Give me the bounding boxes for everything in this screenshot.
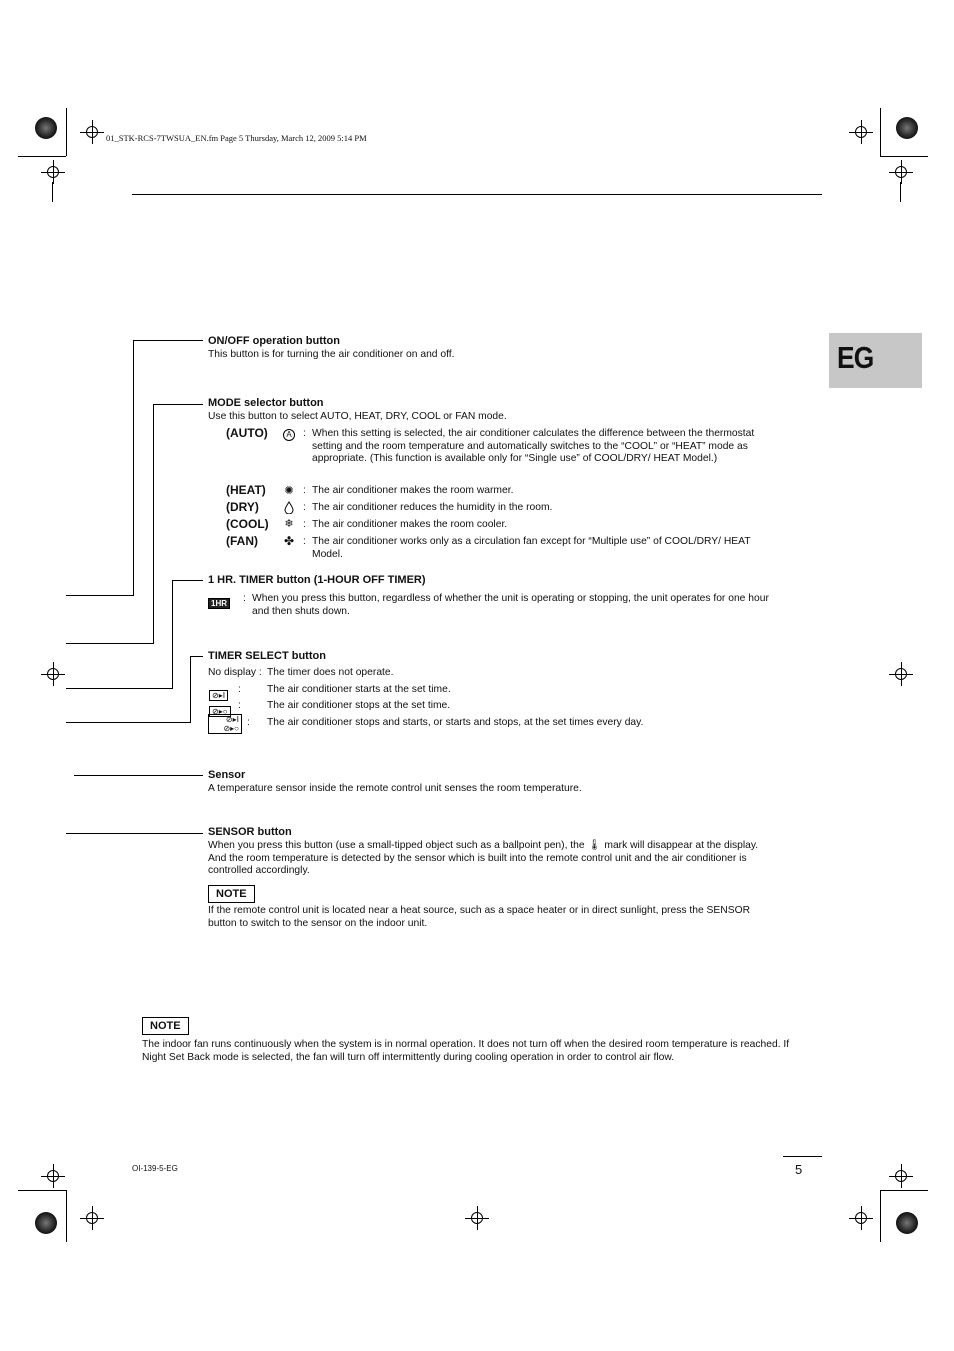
leader-line-timer-select xyxy=(66,722,191,723)
snowflake-icon: ❄ xyxy=(284,518,294,530)
registration-cross-icon xyxy=(855,126,867,138)
registration-cross-icon xyxy=(47,668,59,680)
crop-mark-line xyxy=(880,1190,928,1191)
crop-mark-line xyxy=(18,1190,66,1191)
registration-cross-icon xyxy=(471,1212,483,1224)
mode-label-auto: (AUTO) xyxy=(226,426,268,440)
onoff-title: ON/OFF operation button xyxy=(208,335,340,347)
leader-line-onoff xyxy=(133,340,134,595)
mode-title: MODE selector button xyxy=(208,397,324,409)
page-number: 5 xyxy=(795,1162,803,1177)
registration-cross-icon xyxy=(855,1212,867,1224)
timer-repeat-icon xyxy=(208,714,242,734)
mode-label-fan: (FAN) xyxy=(226,534,258,548)
timer-select-colon: : xyxy=(247,717,250,728)
mode-text-fan: The air conditioner works only as a circulation fan except for “Multiple use” of COOL/DRY/ HEAT Model. xyxy=(312,536,751,560)
sensor-note-text: If the remote control unit is located near a heat source, such as a space heater or in direct sunlight, press the SENSOR button to switch to the sensor on the indoor unit. xyxy=(208,905,751,929)
leader-line-timer1hr xyxy=(172,580,203,581)
leader-line-sensor xyxy=(74,775,203,776)
sensor-button-title: SENSOR button xyxy=(208,826,292,838)
one-hour-timer-icon xyxy=(208,593,230,611)
sensor-button-text-before: When you press this button (use a small-tipped object such as a ballpoint pen), the xyxy=(208,840,585,851)
mode-label-cool: (COOL) xyxy=(226,517,269,531)
doc-code: OI-139-5-EG xyxy=(132,1164,178,1173)
language-tab xyxy=(829,333,922,388)
leader-line-mode xyxy=(153,404,203,405)
sensor-button-text-after: mark will disappear at the display. And the room temperature is detected by the sensor which is built into the remote control unit and the air conditioner is controlled accordingly. xyxy=(208,840,759,877)
mode-colon: : xyxy=(303,536,306,547)
leader-line-timer1hr xyxy=(172,580,173,688)
timer-repeat-text: The air conditioner stops and starts, or starts and stops, at the set times every day. xyxy=(267,717,644,728)
registration-disc-icon xyxy=(896,117,918,139)
leader-line-onoff xyxy=(66,595,134,596)
mode-colon: : xyxy=(303,428,306,439)
sun-icon: ✺ xyxy=(284,485,294,497)
one-hour-timer-icon-label: 1HR xyxy=(208,598,230,609)
crop-mark-line xyxy=(66,108,67,156)
sensor-title: Sensor xyxy=(208,769,246,781)
mode-text-auto: When this setting is selected, the air conditioner calculates the difference between the thermostat setting and the room temperature and automatically switches to the “COOL” or “HEAT” mode as appropriate. (This function is available only for “Single use” of COOL/DRY/ HEAT Model.) xyxy=(312,428,755,465)
crop-mark-line xyxy=(880,1190,881,1242)
language-tab-label: EG xyxy=(837,340,874,375)
mode-label-heat: (HEAT) xyxy=(226,483,266,497)
registration-disc-icon xyxy=(896,1212,918,1234)
crop-mark-line xyxy=(880,108,881,156)
registration-cross-icon xyxy=(895,166,907,178)
registration-cross-icon xyxy=(47,1170,59,1182)
bottom-note-label: NOTE xyxy=(142,1017,189,1035)
registration-cross-icon xyxy=(895,668,907,680)
timer1hr-colon: : xyxy=(243,593,246,604)
registration-cross-icon xyxy=(86,1212,98,1224)
header-rule xyxy=(132,194,822,195)
crop-mark-line xyxy=(880,156,928,157)
sensor-text: A temperature sensor inside the remote control unit senses the room temperature. xyxy=(208,783,582,794)
registration-disc-icon xyxy=(35,117,57,139)
timer1hr-title: 1 HR. TIMER button (1-HOUR OFF TIMER) xyxy=(208,574,426,586)
timer-on-icon-label: ⊘▸Ⅰ xyxy=(209,690,228,701)
mode-colon: : xyxy=(303,502,306,513)
sensor-button-text xyxy=(208,840,773,878)
registration-cross-icon xyxy=(47,166,59,178)
droplet-icon xyxy=(283,501,295,513)
mode-text-heat: The air conditioner makes the room warmer. xyxy=(312,485,514,496)
timer-select-no-display-label: No display : xyxy=(208,667,262,678)
crop-mark-line xyxy=(66,1190,67,1242)
leader-line-timer1hr xyxy=(66,688,173,689)
leader-line-mode xyxy=(66,643,154,644)
timer-off-icon-label: ⊘▸○ xyxy=(209,706,231,717)
registration-cross-icon xyxy=(86,126,98,138)
mode-intro: Use this button to select AUTO, HEAT, DRY, COOL or FAN mode. xyxy=(208,411,507,422)
timer-on-text: The air conditioner starts at the set time. xyxy=(267,684,451,695)
mode-colon: : xyxy=(303,519,306,530)
mode-text-dry: The air conditioner reduces the humidity in the room. xyxy=(312,502,553,513)
leader-line-onoff xyxy=(133,340,203,341)
fan-icon: ✤ xyxy=(283,534,295,548)
timer-select-title: TIMER SELECT button xyxy=(208,650,326,662)
sensor-mark-icon: 🌡 xyxy=(587,840,602,851)
leader-line-mode xyxy=(153,404,154,643)
onoff-text: This button is for turning the air conditioner on and off. xyxy=(208,349,455,360)
timer-select-colon: : xyxy=(238,684,241,695)
timer-select-colon: : xyxy=(238,700,241,711)
leader-line-timer-select xyxy=(190,656,203,657)
crop-mark-line xyxy=(52,182,53,202)
mode-label-dry: (DRY) xyxy=(226,500,259,514)
page-number-rule xyxy=(783,1156,822,1157)
mode-colon: : xyxy=(303,485,306,496)
registration-cross-icon xyxy=(895,1170,907,1182)
timer-off-text: The air conditioner stops at the set time. xyxy=(267,700,451,711)
timer1hr-text: When you press this button, regardless of whether the unit is operating or stopping, the unit operates for one hour and then shuts down. xyxy=(252,593,769,617)
mode-text-cool: The air conditioner makes the room cooler. xyxy=(312,519,508,530)
crop-mark-line xyxy=(900,182,901,202)
bottom-note-text: The indoor fan runs continuously when the system is in normal operation. It does not turn off when the desired room temperature is reached. If Night Set Back mode is selected, the fan will turn off intermittently during cooling operation in order to control air flow. xyxy=(142,1039,790,1063)
crop-mark-line xyxy=(18,156,66,157)
timer-select-no-display-text: The timer does not operate. xyxy=(267,667,394,678)
registration-disc-icon xyxy=(35,1212,57,1234)
file-info-header: 01_STK-RCS-7TWSUA_EN.fm Page 5 Thursday, March 12, 2009 5:14 PM xyxy=(106,133,367,143)
leader-line-timer-select xyxy=(190,656,191,722)
timer-repeat-icon-label: ⊘▸Ⅰ ⊘▸○ xyxy=(208,714,242,734)
leader-line-sensor-button xyxy=(66,833,203,834)
auto-icon: A xyxy=(283,429,295,441)
sensor-note-label: NOTE xyxy=(208,885,255,903)
